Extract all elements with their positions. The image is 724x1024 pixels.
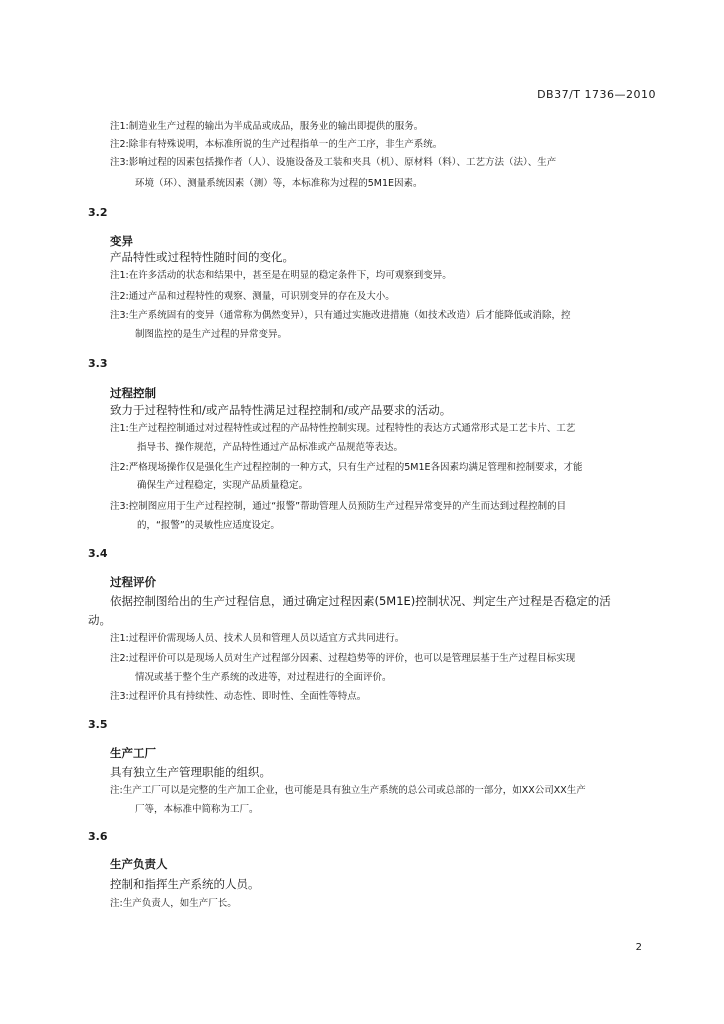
note: [110, 309, 571, 322]
note-label: 注1:: [110, 121, 129, 132]
term-heading: 变异: [110, 234, 133, 248]
term-definition: 依据控制图给出的生产过程信息，通过确定过程因素(5M1E)控制状况、判定生产过程是否稳定的活: [110, 594, 611, 608]
page-number: 2: [635, 942, 642, 953]
note-label: 注3:: [110, 310, 129, 321]
note-continuation: 制图监控的是生产过程的异常变异。: [135, 329, 288, 340]
term-heading: 生产负责人: [110, 857, 168, 871]
note-text: 控制图应用于生产过程控制，通过“报警”帮助管理人员预防生产过程异常变异的产生而达到过程控制的目: [128, 501, 567, 512]
note-continuation: 厂等，本标准中简称为工厂。: [135, 804, 259, 815]
note-text: 在许多活动的状态和结果中，甚至是在明显的稳定条件下，均可观察到变异。: [128, 270, 452, 281]
note-text: 影响过程的因素包括操作者（人）、设施设备及工装和夹具（机）、原材料（料）、工艺方法（法）、生产: [128, 157, 557, 168]
term-definition: 致力于过程特性和/或产品特性满足过程控制和/或产品要求的活动。: [110, 403, 452, 417]
note-top-1: [110, 120, 423, 133]
note-continuation: 确保生产过程稳定，实现产品质量稳定。: [137, 480, 309, 491]
note-text: 过程评价可以是现场人员对生产过程部分因素、过程趋势等的评价，也可以是管理层基于生产过程目标实现: [128, 653, 576, 664]
note-label: 注1:: [110, 423, 129, 434]
note-label: 注2:: [110, 291, 129, 302]
term-definition: 具有独立生产管理职能的组织。: [110, 765, 271, 779]
note: [110, 269, 452, 282]
note-label: 注:: [110, 898, 123, 909]
section-number: 3.4: [88, 547, 108, 560]
note-label: 注2:: [110, 462, 129, 473]
note: [110, 422, 575, 435]
term-heading: 过程评价: [110, 575, 156, 589]
section-number: 3.6: [88, 830, 108, 843]
note-text: 严格现场操作仅是强化生产过程控制的一种方式，只有生产过程的5M1E各因素均满足管理和控制要求，才能: [128, 462, 583, 473]
note: [110, 690, 366, 703]
term-heading: 过程控制: [110, 386, 156, 400]
note-top-2: [110, 138, 442, 151]
note-text: 通过产品和过程特性的观察、测量，可识别变异的存在及大小。: [128, 291, 395, 302]
term-definition: 控制和指挥生产系统的人员。: [110, 877, 260, 891]
note: [110, 290, 395, 303]
note-continuation: 情况或基于整个生产系统的改进等，对过程进行的全面评价。: [135, 672, 392, 683]
note-continuation: 指导书、操作规范，产品特性通过产品标准或产品规范等表达。: [137, 442, 404, 453]
note-text: 生产负责人，如生产厂长。: [122, 898, 237, 909]
note-continuation: 的，“报警”的灵敏性应适度设定。: [137, 520, 280, 531]
note-label: 注3:: [110, 501, 129, 512]
note-text: 生产系统固有的变异（通常称为偶然变异），只有通过实施改进措施（如技术改造）后才能降低或消除，控: [128, 310, 571, 321]
note-label: 注2:: [110, 139, 129, 150]
term-definition: 产品特性或过程特性随时间的变化。: [110, 250, 294, 264]
note: [110, 784, 586, 797]
note-continuation: 环境（环）、测量系统因素（测）等，本标准称为过程的5M1E因素。: [135, 178, 423, 189]
note: [110, 461, 583, 474]
note-text: 生产工厂可以是完整的生产加工企业，也可能是具有独立生产系统的总公司或总部的一部分，如XX公司XX生产: [122, 785, 586, 796]
note: [110, 652, 575, 665]
note: [110, 500, 566, 513]
note-label: 注2:: [110, 653, 129, 664]
note-label: 注:: [110, 785, 123, 796]
note-label: 注3:: [110, 691, 129, 702]
document-code: DB37/T 1736—2010: [537, 88, 656, 101]
section-number: 3.3: [88, 357, 108, 370]
note-label: 注1:: [110, 270, 129, 281]
note-text: 制造业生产过程的输出为半成品或成品，服务业的输出即提供的服务。: [128, 121, 424, 132]
section-number: 3.5: [88, 718, 108, 731]
section-number: 3.2: [88, 206, 108, 219]
note-text: 除非有特殊说明，本标准所说的生产过程指单一的生产工序，非生产系统。: [128, 139, 443, 150]
term-heading: 生产工厂: [110, 746, 156, 760]
note-text: 生产过程控制通过对过程特性或过程的产品特性控制实现。过程特性的表达方式通常形式是工艺卡片、工艺: [128, 423, 576, 434]
note-top-3: [110, 156, 556, 169]
note-text: 过程评价需现场人员、技术人员和管理人员以适宜方式共同进行。: [128, 633, 405, 644]
note-label: 注1:: [110, 633, 129, 644]
note: [110, 632, 404, 645]
term-definition-continuation: 动。: [88, 613, 111, 627]
note-label: 注3:: [110, 157, 129, 168]
note: [110, 897, 237, 910]
note-text: 过程评价具有持续性、动态性、即时性、全面性等特点。: [128, 691, 367, 702]
